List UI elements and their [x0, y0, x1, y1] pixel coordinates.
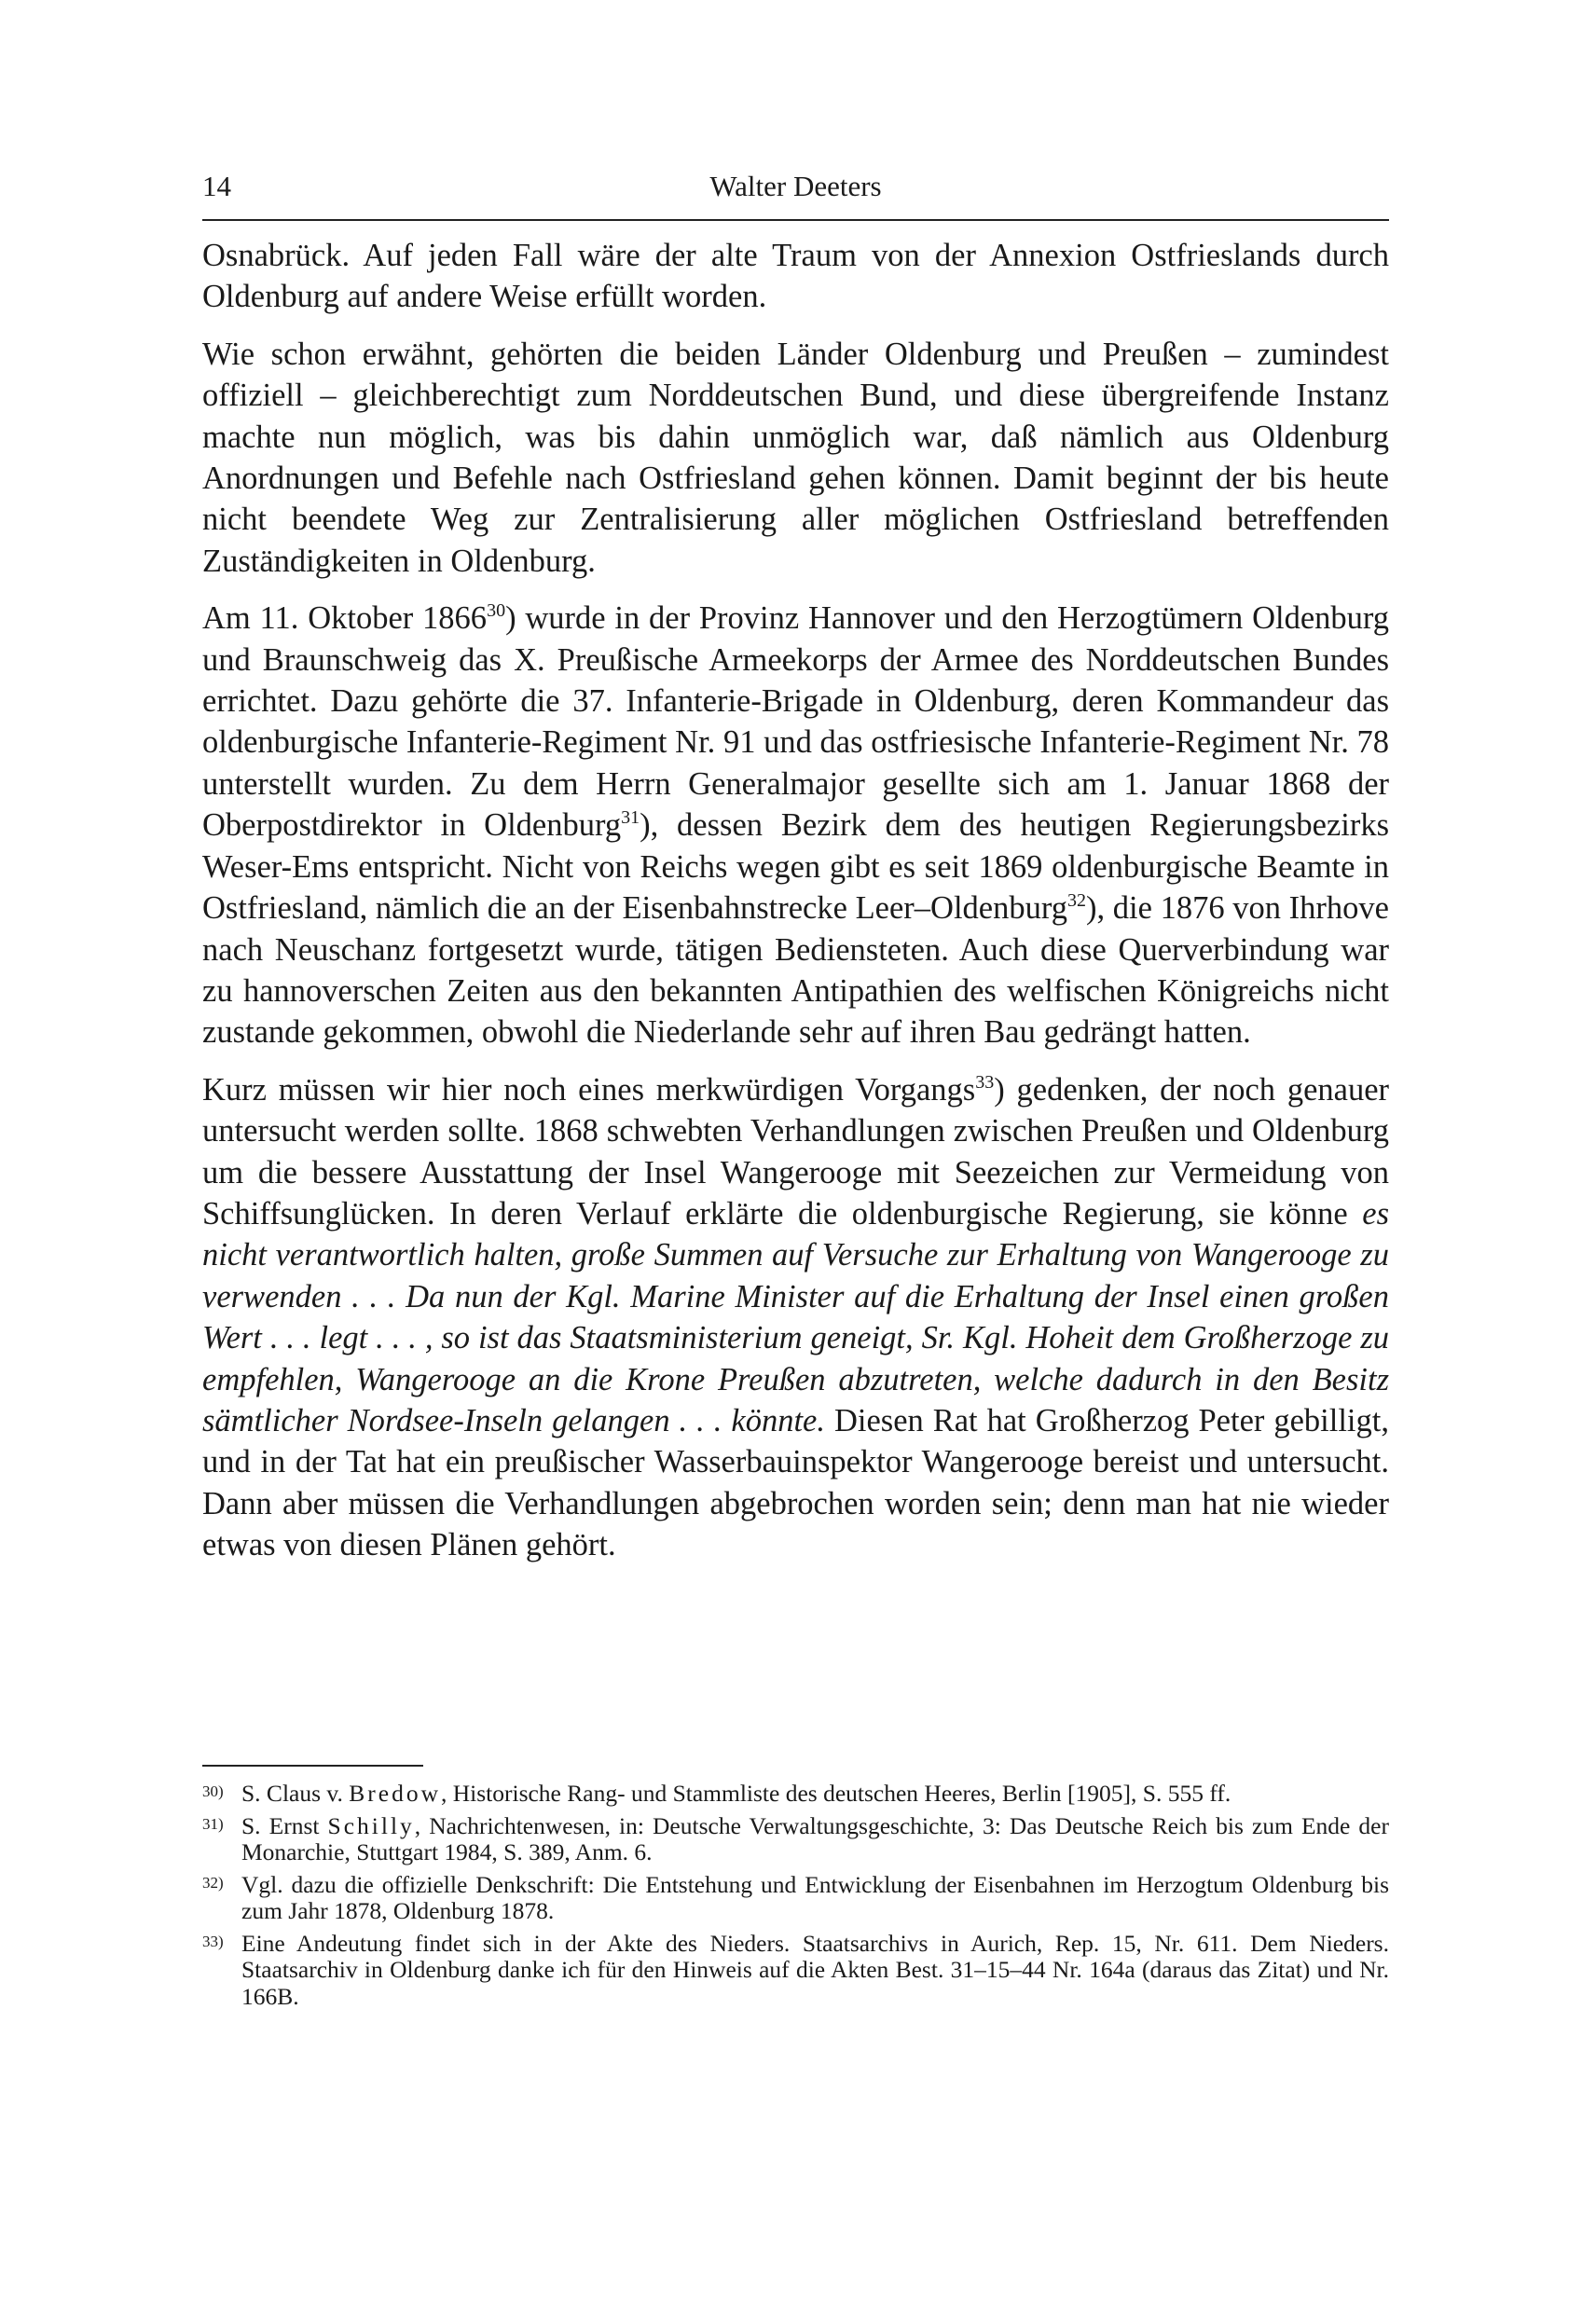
footnote-31 [202, 1813, 1389, 1866]
italic-quotation: es nicht verantwortlich halten, große Summen auf Versuche zur Erhaltung von Wangerooge zu verwenden . . . Da nun der Kgl. Marine Minister auf die Erhaltung der Insel einen großen Wert . . . legt . . . , so ist das Staatsministerium geneigt, Sr. Kgl. Hoheit dem Großherzoge zu empfehlen, Wangerooge an die Krone Preußen abzutreten, welche dadurch in den Besitz sämtlicher Nordsee-Inseln gelangen . . . könnte. [202, 1195, 1389, 1438]
footnote-ref-33: 33 [975, 1071, 995, 1093]
footnote-text: Vgl. dazu die offizielle Denkschrift: Die Entstehung und Entwicklung der Eisenbahnen im Herzogtum Oldenburg bis zum Jahr 1878, Oldenburg 1878. [241, 1870, 1389, 1924]
page-header [202, 170, 1389, 216]
paragraph-3-text: ) wurde in der Provinz Hannover und den Herzogtümern Oldenburg und Braunschweig das X. Preußische Armeekorps der Armee des Norddeutschen Bundes errichtet. Dazu gehörte die 37. Infanterie-Brigade in Oldenburg, deren Kommandeur das oldenburgische Infanterie-Regiment Nr. 91 und das ostfriesische Infanterie-Regiment Nr. 78 unterstellt wurden. Zu dem Herrn Generalmajor gesellte sich am 1. Januar 1868 der Oberpostdirektor in Oldenburg [202, 600, 1389, 844]
paragraph-4 [202, 1069, 1389, 1566]
header-rule [202, 219, 1389, 221]
running-title: Walter Deeters [709, 170, 882, 202]
footnote-text: , Nachrichtenwesen, in: Deutsche Verwaltungsgeschichte, 3: Das Deutsche Reich bis zum Ende der Monarchie, Stuttgart 1984, S. 389, Anm. 6. [241, 1811, 1389, 1865]
footnote-ref-32: 32 [1066, 890, 1086, 912]
footnote-32 [202, 1872, 1389, 1925]
footnote-marker: 31) [202, 1814, 224, 1833]
paragraph-3-text: ), die 1876 von Ihrhove nach Neuschanz fortgesetzt wurde, tätigen Bediensteten. Auch diese Querverbindung war zu hannoverschen Zeiten aus den bekannten Antipathien des welfischen Königreichs nicht zustande gekommen, obwohl die Niederlande sehr auf ihren Bau gedrängt hatten. [202, 890, 1389, 1051]
footnote-33 [202, 1931, 1389, 2011]
footnote-text: Eine Andeutung findet sich in der Akte des Nieders. Staatsarchivs in Aurich, Rep. 15, Nr. 611. Dem Nieders. Staatsarchiv in Oldenburg danke ich für den Hinweis auf die Akten Best. 31–15–44 Nr. 164a (daraus das Zitat) und Nr. 166B. [241, 1929, 1389, 2010]
paragraph-3 [202, 598, 1389, 1053]
body-text [202, 235, 1389, 1582]
footnote-marker: 33) [202, 1932, 224, 1950]
page-number: 14 [202, 170, 231, 202]
footnote-30 [202, 1781, 1389, 1808]
paragraph-2: Wie schon erwähnt, gehörten die beiden Länder Oldenburg und Preußen – zumindest offiziell – gleichberechtigt zum Norddeutschen Bund, und diese übergreifende Instanz machte nun möglich, was bis dahin unmöglich war, daß nämlich aus Oldenburg Anordnungen und Befehle nach Ostfriesland gehen können. Damit beginnt der bis heute nicht beendete Weg zur Zentralisierung aller möglichen Ostfriesland betreffenden Zuständigkeiten in Oldenburg. [202, 336, 1389, 579]
footnote-marker: 32) [202, 1873, 224, 1892]
footnote-rule [202, 1765, 423, 1767]
footnote-author: Schilly [327, 1811, 415, 1839]
paragraph-1: Osnabrück. Auf jeden Fall wäre der alte Traum von der Annexion Ostfrieslands durch Oldenburg auf andere Weise erfüllt worden. [202, 238, 1389, 315]
footnote-text: S. Ernst [241, 1811, 328, 1839]
footnotes [202, 1781, 1389, 2016]
footnote-ref-30: 30 [487, 600, 506, 622]
footnote-text: , Historische Rang- und Stammliste des deutschen Heeres, Berlin [1905], S. 555 ff. [440, 1780, 1231, 1807]
paragraph-4-text: ) gedenken, der noch genauer untersucht werden sollte. 1868 schwebten Verhandlungen zwischen Preußen und Oldenburg um die bessere Ausstattung der Insel Wangerooge mit Seezeichen zur Vermeidung von Schiffsunglücken. In deren Verlauf erklärte die oldenburgische Regierung, sie könne [202, 1071, 1389, 1232]
footnote-ref-31: 31 [621, 807, 640, 829]
paragraph-4-text: Kurz müssen wir hier noch eines merkwürdigen Vorgangs [202, 1071, 976, 1108]
footnote-author: Bredow [349, 1780, 441, 1807]
footnote-text: S. Claus v. [241, 1780, 350, 1807]
paragraph-3-text: ), dessen Bezirk dem des heutigen Regierungsbezirks Weser-Ems entspricht. Nicht von Reichs wegen gibt es seit 1869 oldenburgische Beamte in Ostfriesland, nämlich die an der Eisenbahnstrecke Leer–Oldenburg [202, 807, 1390, 927]
paragraph-4-text: Diesen Rat hat Großherzog Peter gebilligt, und in der Tat hat ein preußischer Wasserbauinspektor Wangerooge bereist und untersucht. Dann aber müssen die Verhandlungen abgebrochen worden sein; denn man hat nie wieder etwas von diesen Plänen gehört. [202, 1402, 1389, 1563]
paragraph-3-text: Am 11. Oktober 1866 [202, 600, 488, 637]
footnote-marker: 30) [202, 1782, 224, 1800]
